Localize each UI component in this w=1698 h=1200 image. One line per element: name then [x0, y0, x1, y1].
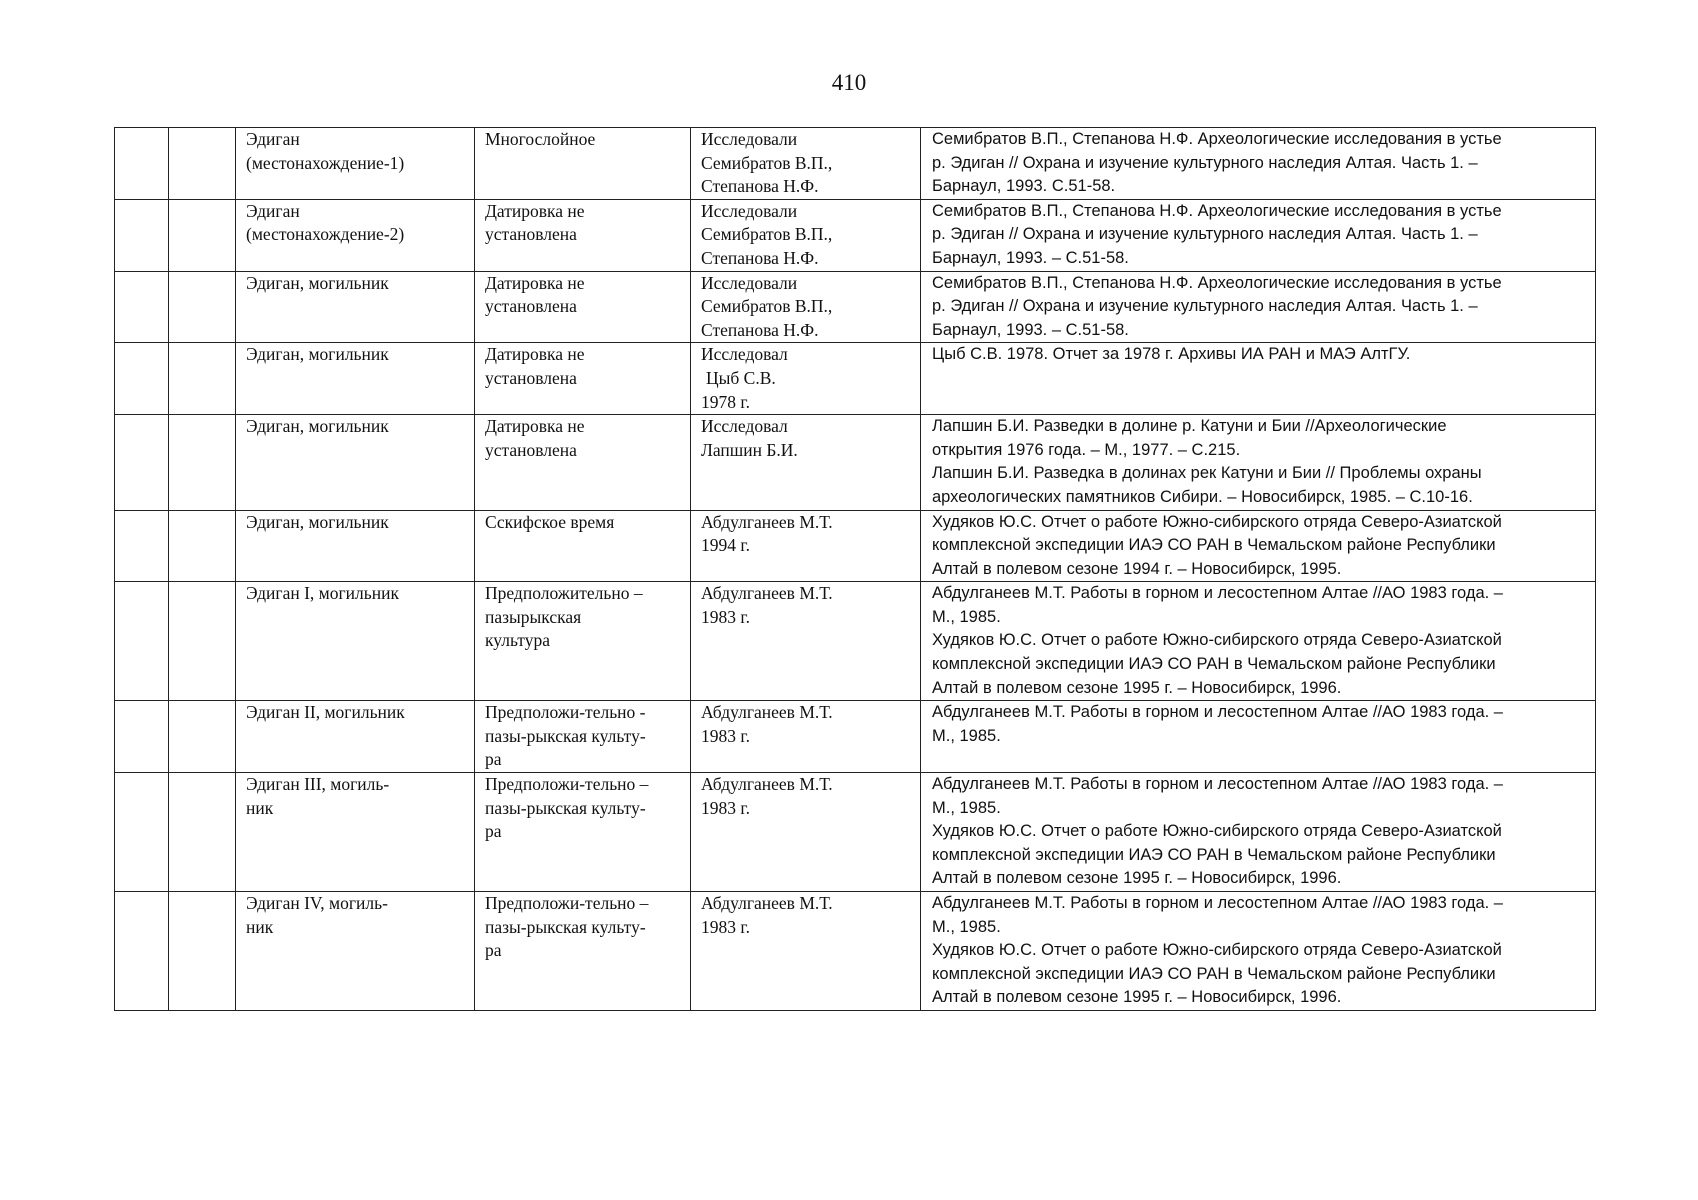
- site-name-line: ник: [246, 916, 274, 937]
- number-cell: [115, 701, 169, 773]
- research-line: 1994 г.: [701, 535, 750, 556]
- source-line: Лапшин Б.И. Разведки в долине р. Катуни и Бии //Археологические: [932, 417, 1447, 436]
- number-cell: [115, 582, 169, 701]
- site-name-line: Эдиган II, могильник: [246, 702, 405, 723]
- source-line: Алтай в полевом сезоне 1995 г. – Новосибирск, 1996.: [932, 988, 1342, 1007]
- source-line: Лапшин Б.И. Разведка в долинах рек Катуни и Бии // Проблемы охраны: [932, 464, 1482, 483]
- dating-line: Датировка не: [485, 200, 585, 221]
- dating-line: ра: [485, 940, 502, 961]
- dating-line: пазы-рыкская культу-: [485, 797, 646, 818]
- dating-cell: [475, 128, 691, 200]
- number-cell: [115, 271, 169, 343]
- site-name-line: Эдиган, могильник: [246, 272, 389, 293]
- table-row: [115, 199, 1596, 271]
- table-row: [115, 343, 1596, 415]
- sources-cell: [921, 582, 1596, 701]
- source-line: р. Эдиган // Охрана и изучение культурного наследия Алтая. Часть 1. –: [932, 153, 1478, 172]
- dating-cell: [475, 415, 691, 510]
- site-name-cell: [236, 510, 475, 582]
- dating-cell: [475, 271, 691, 343]
- sources-cell: [921, 701, 1596, 773]
- source-line: Абдулганеев М.Т. Работы в горном и лесостепном Алтае //АО 1983 года. –: [932, 775, 1503, 794]
- site-name-cell: [236, 701, 475, 773]
- dating-cell: [475, 199, 691, 271]
- research-line: 1983 г.: [701, 797, 750, 818]
- research-cell: [691, 701, 921, 773]
- source-line: комплексной экспедиции ИАЭ СО РАН в Чемальском районе Республики: [932, 536, 1496, 555]
- research-line: Абдулганеев М.Т.: [701, 893, 833, 913]
- table-row: [115, 773, 1596, 892]
- code-cell: [169, 128, 236, 200]
- site-name-line: Эдиган III, могиль-: [246, 774, 390, 795]
- dating-line: культура: [485, 630, 550, 651]
- source-line: Абдулганеев М.Т. Работы в горном и лесостепном Алтае //АО 1983 года. –: [932, 703, 1503, 722]
- code-cell: [169, 582, 236, 701]
- dating-line: Датировка не: [485, 416, 585, 437]
- research-line: 1983 г.: [701, 916, 750, 937]
- research-line: 1983 г.: [701, 606, 750, 627]
- dating-line: пазы-рыкская культу-: [485, 725, 646, 746]
- table-row: [115, 582, 1596, 701]
- sites-table: [114, 127, 1596, 1011]
- dating-line: Предположи-тельно –: [485, 774, 649, 795]
- research-cell: [691, 892, 921, 1011]
- source-line: М., 1985.: [932, 726, 1001, 745]
- source-line: археологических памятников Сибири. – Новосибирск, 1985. – С.10-16.: [932, 487, 1473, 506]
- research-line: Исследовали: [701, 129, 798, 149]
- number-cell: [115, 128, 169, 200]
- source-line: комплексной экспедиции ИАЭ СО РАН в Чемальском районе Республики: [932, 964, 1496, 983]
- number-cell: [115, 415, 169, 510]
- source-line: Барнаул, 1993. – С.51-58.: [932, 320, 1129, 339]
- dating-line: Многослойное: [485, 129, 596, 149]
- source-line: Барнаул, 1993. С.51-58.: [932, 177, 1116, 196]
- research-line: Цыб С.В.: [706, 367, 776, 388]
- research-cell: [691, 582, 921, 701]
- code-cell: [169, 892, 236, 1011]
- research-line: Исследовал: [701, 344, 788, 365]
- research-line: Степанова Н.Ф.: [701, 176, 819, 197]
- site-name-cell: [236, 892, 475, 1011]
- site-name-line: ник: [246, 797, 274, 818]
- number-cell: [115, 510, 169, 582]
- research-line: Исследовал: [701, 416, 788, 437]
- sources-cell: [921, 271, 1596, 343]
- code-cell: [169, 510, 236, 582]
- research-line: Семибратов В.П.,: [701, 296, 833, 317]
- dating-line: установлена: [485, 439, 577, 460]
- site-name-line: Эдиган I, могильник: [246, 583, 399, 604]
- table-row: [115, 128, 1596, 200]
- dating-cell: [475, 510, 691, 582]
- number-cell: [115, 343, 169, 415]
- source-line: М., 1985.: [932, 917, 1001, 936]
- source-line: открытия 1976 года. – М., 1977. – С.215.: [932, 440, 1241, 459]
- dating-line: пазырыкская: [485, 606, 582, 627]
- table-row: [115, 892, 1596, 1011]
- site-name-cell: [236, 128, 475, 200]
- site-name-cell: [236, 773, 475, 892]
- source-line: комплексной экспедиции ИАЭ СО РАН в Чемальском районе Республики: [932, 655, 1496, 674]
- site-name-line: Эдиган, могильник: [246, 416, 389, 437]
- source-line: М., 1985.: [932, 607, 1001, 626]
- code-cell: [169, 415, 236, 510]
- dating-line: Датировка не: [485, 344, 585, 365]
- source-line: Семибратов В.П., Степанова Н.Ф. Археологические исследования в устье: [932, 201, 1502, 220]
- table-row: [115, 510, 1596, 582]
- site-name-cell: [236, 343, 475, 415]
- sources-cell: [921, 415, 1596, 510]
- sources-cell: [921, 199, 1596, 271]
- source-line: р. Эдиган // Охрана и изучение культурного наследия Алтая. Часть 1. –: [932, 225, 1478, 244]
- source-line: Худяков Ю.С. Отчет о работе Южно-сибирского отряда Северо-Азиатской: [932, 822, 1502, 841]
- site-name-cell: [236, 199, 475, 271]
- research-line: Степанова Н.Ф.: [701, 319, 819, 340]
- research-cell: [691, 343, 921, 415]
- sources-cell: [921, 892, 1596, 1011]
- research-line: Исследовали: [701, 200, 798, 221]
- site-name-cell: [236, 582, 475, 701]
- research-cell: [691, 199, 921, 271]
- dating-line: Датировка не: [485, 272, 585, 293]
- research-cell: [691, 271, 921, 343]
- source-line: р. Эдиган // Охрана и изучение культурного наследия Алтая. Часть 1. –: [932, 297, 1478, 316]
- source-line: М., 1985.: [932, 798, 1001, 817]
- code-cell: [169, 343, 236, 415]
- site-name-line: Эдиган, могильник: [246, 344, 389, 365]
- research-line: Степанова Н.Ф.: [701, 247, 819, 268]
- site-name-cell: [236, 415, 475, 510]
- source-line: Алтай в полевом сезоне 1995 г. – Новосибирск, 1996.: [932, 869, 1342, 888]
- source-line: Алтай в полевом сезоне 1995 г. – Новосибирск, 1996.: [932, 678, 1342, 697]
- dating-line: пазы-рыкская культу-: [485, 916, 646, 937]
- source-line: Худяков Ю.С. Отчет о работе Южно-сибирского отряда Северо-Азиатской: [932, 631, 1502, 650]
- source-line: комплексной экспедиции ИАЭ СО РАН в Чемальском районе Республики: [932, 845, 1496, 864]
- research-line: 1983 г.: [701, 725, 750, 746]
- source-line: Худяков Ю.С. Отчет о работе Южно-сибирского отряда Северо-Азиатской: [932, 941, 1502, 960]
- code-cell: [169, 701, 236, 773]
- dating-line: Сскифское время: [485, 511, 615, 532]
- research-cell: [691, 773, 921, 892]
- dating-line: Предположи-тельно -: [485, 702, 646, 723]
- research-line: Абдулганеев М.Т.: [701, 702, 833, 723]
- table-row: [115, 701, 1596, 773]
- site-name-line: Эдиган: [246, 129, 300, 149]
- sources-cell: [921, 773, 1596, 892]
- dating-cell: [475, 773, 691, 892]
- research-line: 1978 г.: [701, 391, 750, 412]
- code-cell: [169, 773, 236, 892]
- number-cell: [115, 892, 169, 1011]
- site-name-cell: [236, 271, 475, 343]
- dating-line: ра: [485, 749, 502, 770]
- sources-cell: [921, 343, 1596, 415]
- research-cell: [691, 415, 921, 510]
- table-row: [115, 415, 1596, 510]
- research-line: Абдулганеев М.Т.: [701, 511, 833, 532]
- number-cell: [115, 773, 169, 892]
- site-name-line: (местонахождение-2): [246, 224, 405, 245]
- site-name-line: Эдиган: [246, 200, 300, 221]
- number-cell: [115, 199, 169, 271]
- table-body: [115, 128, 1596, 1011]
- research-line: Семибратов В.П.,: [701, 152, 833, 173]
- dating-cell: [475, 343, 691, 415]
- sources-cell: [921, 128, 1596, 200]
- site-name-line: Эдиган, могильник: [246, 511, 389, 532]
- dating-line: ра: [485, 821, 502, 842]
- dating-line: установлена: [485, 296, 577, 317]
- research-line: Исследовали: [701, 272, 798, 293]
- dating-cell: [475, 582, 691, 701]
- research-line: Семибратов В.П.,: [701, 224, 833, 245]
- research-line: Абдулганеев М.Т.: [701, 583, 833, 604]
- dating-line: Предположи-тельно –: [485, 893, 649, 913]
- research-cell: [691, 128, 921, 200]
- dating-cell: [475, 701, 691, 773]
- dating-line: Предположительно –: [485, 583, 643, 604]
- table-row: [115, 271, 1596, 343]
- code-cell: [169, 199, 236, 271]
- source-line: Худяков Ю.С. Отчет о работе Южно-сибирского отряда Северо-Азиатской: [932, 512, 1502, 531]
- dating-line: установлена: [485, 224, 577, 245]
- research-cell: [691, 510, 921, 582]
- source-line: Семибратов В.П., Степанова Н.Ф. Археологические исследования в устье: [932, 130, 1502, 148]
- source-line: Алтай в полевом сезоне 1994 г. – Новосибирск, 1995.: [932, 559, 1342, 578]
- sources-cell: [921, 510, 1596, 582]
- source-line: Абдулганеев М.Т. Работы в горном и лесостепном Алтае //АО 1983 года. –: [932, 584, 1503, 603]
- research-line: Лапшин Б.И.: [701, 439, 798, 460]
- source-line: Семибратов В.П., Степанова Н.Ф. Археологические исследования в устье: [932, 273, 1502, 292]
- code-cell: [169, 271, 236, 343]
- site-name-line: Эдиган IV, могиль-: [246, 893, 388, 913]
- source-line: Барнаул, 1993. – С.51-58.: [932, 248, 1129, 267]
- dating-cell: [475, 892, 691, 1011]
- source-line: Абдулганеев М.Т. Работы в горном и лесостепном Алтае //АО 1983 года. –: [932, 894, 1503, 912]
- page-number: 410: [831, 70, 867, 95]
- source-line: Цыб С.В. 1978. Отчет за 1978 г. Архивы ИА РАН и МАЭ АлтГУ.: [932, 345, 1411, 364]
- site-name-line: (местонахождение-1): [246, 152, 405, 173]
- dating-line: установлена: [485, 367, 577, 388]
- research-line: Абдулганеев М.Т.: [701, 774, 833, 795]
